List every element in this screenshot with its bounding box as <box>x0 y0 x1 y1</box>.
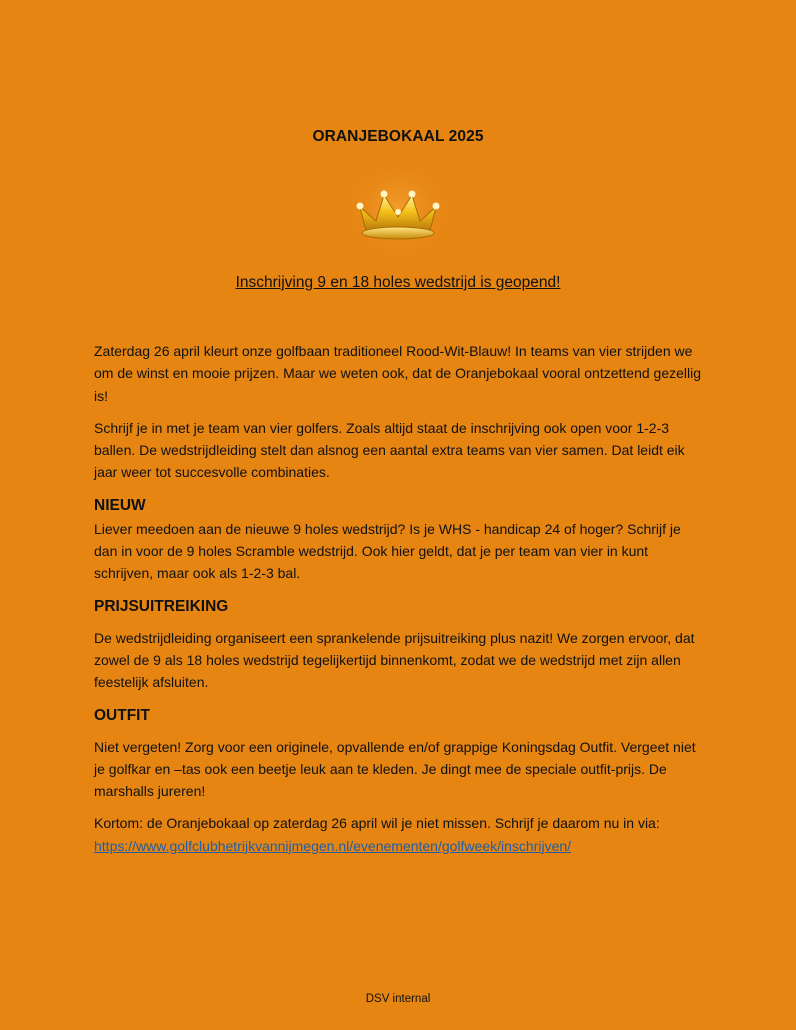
paragraph-intro: Zaterdag 26 april kleurt onze golfbaan traditioneel Rood-Wit-Blauw! In teams van vier strijden we om de winst en mooie prijzen. Maar we weten ook, dat de Oranjebokaal vooral ontzettend gezellig is! <box>94 343 702 404</box>
heading-outfit: OUTFIT <box>94 706 150 724</box>
body-content <box>94 340 706 867</box>
paragraph-closing <box>94 812 706 857</box>
paragraph-prijsuitreiking: De wedstrijdleiding organiseert een sprankelende prijsuitreiking plus nazit! We zorgen ervoor, dat zowel de 9 als 18 holes wedstrijd tegelijkertijd binnenkomt, zodat we de wedstrijd met zijn allen feestelijk afsluiten. <box>94 629 695 691</box>
footer-label: DSV internal <box>365 993 431 1005</box>
page-title: ORANJEBOKAAL 2025 <box>312 128 484 145</box>
registration-link[interactable]: https://www.golfclubhetrijkvannijmegen.nl/evenementen/golfweek/inschrijven/ <box>94 837 572 854</box>
paragraph-outfit: Niet vergeten! Zorg voor een originele, opvallende en/of grappige Koningsdag Outfit. Vergeet niet je golfkar en –tas ook een beetje leuk aan te kleden. Je dingt mee de speciale outfit-prijs. De marshalls jureren! <box>94 738 696 800</box>
paragraph-nieuw: Liever meedoen aan de nieuwe 9 holes wedstrijd? Is je WHS - handicap 24 of hoger? Schrijf je dan in voor de 9 holes Scramble wedstrijd. Ook hier geldt, dat je per team van vier in kunt schrijven, maar ook als 1-2-3 bal. <box>94 520 681 582</box>
paragraph-registration: Schrijf je in met je team van vier golfers. Zoals altijd staat de inschrijving ook open voor 1-2-3 ballen. De wedstrijdleiding stelt dan alsnog een aantal extra teams van vier samen. Dat leidt eik jaar weer tot succesvolle combinaties. <box>94 419 685 481</box>
heading-nieuw: NIEUW <box>94 496 146 514</box>
subtitle: Inschrijving 9 en 18 holes wedstrijd is geopend! <box>235 274 561 291</box>
closing-text: Kortom: de Oranjebokaal op zaterdag 26 april wil je niet missen. Schrijf je daarom nu in via: <box>94 815 660 832</box>
crown-icon <box>338 155 458 265</box>
heading-prijsuitreiking: PRIJSUITREIKING <box>94 597 229 615</box>
